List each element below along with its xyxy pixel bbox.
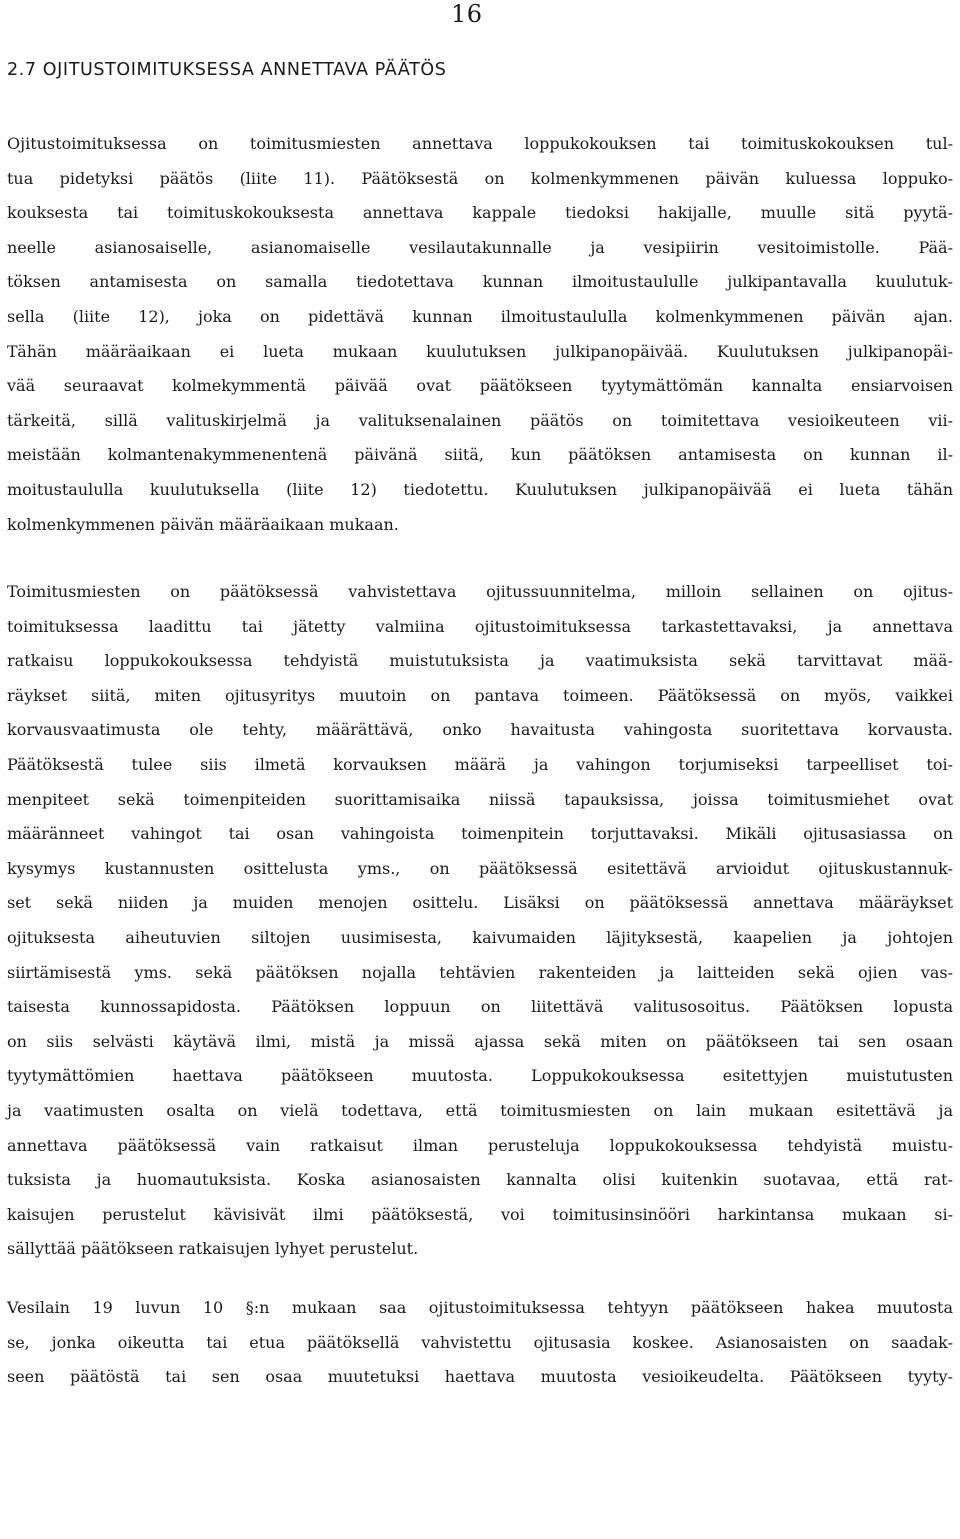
section-title: 2.7 OJITUSTOIMITUKSESSA ANNETTAVA PÄÄTÖS: [7, 60, 447, 80]
text-line: kouksesta tai toimituskokouksesta annettava kappale tiedoksi hakijalle, muulle sitä pyytä-: [7, 203, 953, 223]
text-line: tuksista ja huomautuksista. Koska asianosaisten kannalta olisi kuitenkin suotavaa, että rat-: [7, 1170, 953, 1190]
text-line: Toimitusmiesten on päätöksessä vahvistettava ojitussuunnitelma, milloin sellainen on ojitus-: [7, 582, 953, 601]
text-line: sällyttää päätökseen ratkaisujen lyhyet perustelut.: [7, 1239, 419, 1259]
text-line: Ojitustoimituksessa on toimitusmiesten annettava loppukokouksen tai toimituskokouksen tul-: [7, 134, 953, 153]
text-line: ja vaatimusten osalta on vielä todettava, että toimitusmiesten on lain mukaan esitettävä ja: [7, 1100, 953, 1120]
text-line: taisesta kunnossapidosta. Päätöksen loppuun on liitettävä valitusosoitus. Päätöksen lopusta: [7, 997, 953, 1017]
text-line: neelle asianosaiselle, asianomaiselle vesilautakunnalle ja vesipiirin vesitoimistolle. Pää-: [7, 237, 953, 257]
paragraph-2: [7, 575, 953, 1267]
text-line: vää seuraavat kolmekymmentä päivää ovat päätökseen tyytymättömän kannalta ensiarvoisen: [7, 376, 953, 396]
text-line: set sekä niiden ja muiden menojen osittelu. Lisäksi on päätöksessä annettava määräykset: [7, 893, 953, 913]
text-line: on siis selvästi käytävä ilmi, mistä ja missä ajassa sekä miten on päätökseen tai sen osaan: [7, 1031, 953, 1051]
text-line: korvausvaatimusta ole tehty, määrättävä, onko havaitusta vahingosta suoritettava korvausta.: [7, 720, 953, 740]
text-line: menpiteet sekä toimenpiteiden suorittamisaika niissä tapauksissa, joissa toimitusmiehet ovat: [7, 789, 953, 809]
text-line: kaisujen perustelut kävisivät ilmi päätöksestä, voi toimitusinsinööri harkintansa mukaan si-: [7, 1204, 953, 1224]
text-line: tua pidetyksi päätös (liite 11). Päätöksestä on kolmenkymmenen päivän kuluessa loppuko-: [7, 168, 953, 188]
text-line: siirtämisestä yms. sekä päätöksen nojalla tehtävien rakenteiden ja laitteiden sekä ojien vas-: [7, 962, 953, 982]
text-line: räykset siitä, miten ojitusyritys muutoin on pantava toimeen. Päätöksessä on myös, vaikkei: [7, 685, 953, 705]
text-line: moitustaululla kuulutuksella (liite 12) tiedotettu. Kuulutuksen julkipanopäivää ei lueta tähän: [7, 479, 953, 499]
paragraph-3: [7, 1291, 953, 1395]
text-line: määränneet vahingot tai osan vahingoista toimenpitein torjuttavaksi. Mikäli ojitusasiassa on: [7, 824, 953, 844]
text-line: se, jonka oikeutta tai etua päätöksellä vahvistettu ojitusasia koskee. Asianosaisten on saadak-: [7, 1332, 953, 1352]
text-line: ratkaisu loppukokouksessa tehdyistä muistutuksista ja vaatimuksista sekä tarvittavat mää-: [7, 651, 953, 671]
text-line: ojituksesta aiheutuvien siltojen uusimisesta, kaivumaiden läjityksestä, kaapelien ja johtojen: [7, 927, 953, 947]
text-line: kolmenkymmenen päivän määräaikaan mukaan.: [7, 514, 399, 534]
text-line: sella (liite 12), joka on pidettävä kunnan ilmoitustaululla kolmenkymmenen päivän ajan.: [7, 306, 953, 326]
text-line: Vesilain 19 luvun 10 §:n mukaan saa ojitustoimituksessa tehtyyn päätökseen hakea muutosta: [7, 1298, 953, 1317]
page-number: 16: [451, 0, 483, 28]
text-line: Tähän määräaikaan ei lueta mukaan kuulutuksen julkipanopäivää. Kuulutuksen julkipanopäi-: [7, 341, 953, 361]
text-line: Päätöksestä tulee siis ilmetä korvauksen määrä ja vahingon torjumiseksi tarpeelliset toi-: [7, 754, 953, 774]
text-line: töksen antamisesta on samalla tiedotettava kunnan ilmoitustaululle julkipantavalla kuulutuk-: [7, 272, 953, 292]
text-line: kysymys kustannusten osittelusta yms., on päätöksessä esitettävä arvioidut ojituskustannuk-: [7, 858, 953, 878]
text-line: toimituksessa laadittu tai jätetty valmiina ojitustoimituksessa tarkastettavaksi, ja annettava: [7, 616, 953, 636]
text-line: seen päätöstä tai sen osaa muutetuksi haettava muutosta vesioikeudelta. Päätökseen tyyty-: [7, 1367, 953, 1387]
text-line: tyytymättömien haettava päätökseen muutosta. Loppukokouksessa esitettyjen muistutusten: [7, 1066, 953, 1086]
text-line: meistään kolmantenakymmenentenä päivänä siitä, kun päätöksen antamisesta on kunnan il-: [7, 445, 953, 465]
text-line: tärkeitä, sillä valituskirjelmä ja valituksenalainen päätös on toimitettava vesioikeuteen vii-: [7, 410, 953, 430]
text-line: annettava päätöksessä vain ratkaisut ilman perusteluja loppukokouksessa tehdyistä muistu-: [7, 1135, 953, 1155]
paragraph-1: [7, 127, 953, 542]
